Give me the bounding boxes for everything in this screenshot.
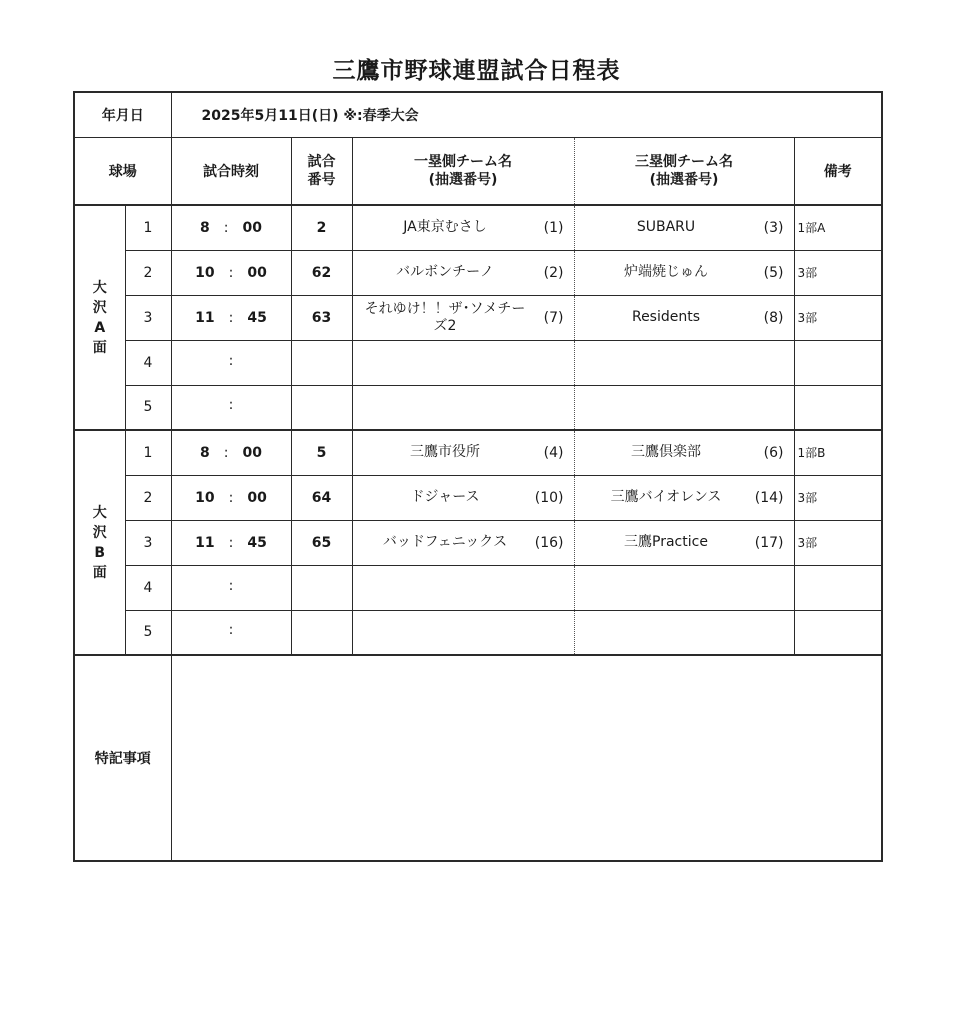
note-cell: 3部 [794,295,882,340]
header-third-base [574,137,794,205]
first-base-team-name: バッドフェニックス [382,534,508,550]
time-colon: : [223,219,229,236]
schedule-table [73,91,883,862]
header-match-no-line2: 番号 [307,171,336,188]
third-base-lot-number: (5) [763,264,784,281]
header-third-base-line2: (抽選番号) [649,171,719,188]
match-number: 62 [291,250,352,295]
table-row [74,250,882,295]
date-value: 2025年5月11日(日) ※:春季大会 [171,92,882,137]
third-base-team-name: 三鷹倶楽部 [631,444,701,461]
time-colon: : [223,444,229,461]
first-base-team [352,565,574,610]
first-base-team [352,205,574,250]
time-colon: : [228,309,234,326]
third-base-team [574,385,794,430]
time-minute: 00 [242,444,262,461]
row-number: 2 [125,250,171,295]
row-number: 4 [125,340,171,385]
time-hour: 11 [195,309,215,326]
time-colon: : [228,489,234,506]
field-name-char: 沢 [92,299,107,316]
table-row [74,475,882,520]
third-base-team [574,610,794,655]
note-cell [794,565,882,610]
third-base-team-name: 三鷹Practice [624,534,708,550]
table-row [74,610,882,655]
match-number [291,565,352,610]
table-row [74,340,882,385]
time-colon: : [228,264,234,281]
note-cell: 1部B [794,430,882,475]
row-number: 3 [125,520,171,565]
first-base-team [352,475,574,520]
match-time [171,565,291,610]
third-base-team-name: 三鷹バイオレンス [610,489,722,505]
first-base-team [352,610,574,655]
first-base-lot-number: (2) [543,264,564,281]
first-base-team-name: JA東京むさし [403,219,487,236]
table-row [74,295,882,340]
time-minute: 00 [242,219,262,236]
note-cell [794,340,882,385]
match-number: 65 [291,520,352,565]
first-base-team-name: ドジャース [410,489,480,505]
match-number: 64 [291,475,352,520]
third-base-lot-number: (14) [754,489,784,506]
date-label: 年月日 [74,92,171,137]
header-first-base-line2: (抽選番号) [428,171,498,188]
first-base-team [352,430,574,475]
third-base-team-name: Residents [631,309,701,325]
first-base-lot-number: (10) [534,489,564,506]
row-number: 2 [125,475,171,520]
special-notes-label: 特記事項 [74,655,171,861]
time-minute: 45 [247,309,267,326]
header-first-base [352,137,574,205]
row-number: 5 [125,385,171,430]
match-time [171,205,291,250]
field-name-char: 沢 [92,524,107,541]
row-number: 3 [125,295,171,340]
third-base-lot-number: (3) [763,219,784,236]
first-base-lot-number: (16) [534,534,564,551]
time-hour: 10 [195,489,215,506]
note-cell [794,385,882,430]
field-name-char: B [94,544,106,561]
date-row [74,92,882,137]
match-number [291,610,352,655]
time-minute: 45 [247,534,267,551]
time-hour: 11 [195,534,215,551]
first-base-team [352,250,574,295]
first-base-team [352,520,574,565]
first-base-lot-number: (7) [543,309,564,326]
third-base-lot-number: (8) [763,309,784,326]
header-note: 備考 [794,137,882,205]
field-name-char: 大 [92,504,107,521]
match-time [171,340,291,385]
third-base-team-name: SUBARU [636,219,696,236]
match-number [291,385,352,430]
header-row [74,137,882,205]
field-name-char: A [94,319,106,336]
match-time [171,520,291,565]
first-base-team-name: それゆけ！！ザ･ソメチーズ2 [364,300,526,334]
third-base-team [574,295,794,340]
time-minute: 00 [247,264,267,281]
match-time [171,610,291,655]
field-name [74,430,125,655]
header-match-no [291,137,352,205]
time-colon: : [228,534,234,551]
note-cell: 3部 [794,250,882,295]
third-base-team-name: 炉端焼じゅん [624,264,708,280]
match-time [171,430,291,475]
special-notes-content [171,655,882,861]
special-notes-row [74,655,882,861]
third-base-team [574,205,794,250]
third-base-team [574,340,794,385]
header-time: 試合時刻 [171,137,291,205]
time-hour: 10 [195,264,215,281]
note-cell [794,610,882,655]
field-name-char: 面 [92,564,107,581]
time-colon: : [228,622,234,639]
first-base-team [352,340,574,385]
table-row [74,565,882,610]
header-first-base-line1: 一塁側チーム名 [414,153,512,170]
field-name-char: 面 [92,339,107,356]
first-base-team [352,385,574,430]
third-base-team [574,520,794,565]
match-number: 63 [291,295,352,340]
page-title: 三鷹市野球連盟試合日程表 [332,58,621,84]
field-name-char: 大 [92,279,107,296]
row-number: 1 [125,430,171,475]
note-cell: 3部 [794,475,882,520]
third-base-team [574,475,794,520]
table-row [74,520,882,565]
match-number: 2 [291,205,352,250]
row-number: 4 [125,565,171,610]
time-hour: 8 [200,444,210,461]
time-colon: : [228,352,234,369]
time-minute: 00 [247,489,267,506]
table-row [74,205,882,250]
time-colon: : [228,577,234,594]
match-time [171,475,291,520]
row-number: 1 [125,205,171,250]
field-name [74,205,125,430]
third-base-team [574,430,794,475]
note-cell: 3部 [794,520,882,565]
table-row [74,430,882,475]
header-third-base-line1: 三塁側チーム名 [635,153,733,170]
first-base-team-name: バルボンチーノ [396,264,494,280]
third-base-lot-number: (17) [754,534,784,551]
first-base-team-name: 三鷹市役所 [410,444,480,461]
note-cell: 1部A [794,205,882,250]
header-field: 球場 [74,137,171,205]
third-base-team [574,565,794,610]
match-time [171,295,291,340]
third-base-team [574,250,794,295]
match-number: 5 [291,430,352,475]
time-hour: 8 [200,219,210,236]
table-row [74,385,882,430]
first-base-lot-number: (1) [543,219,564,236]
row-number: 5 [125,610,171,655]
match-time [171,250,291,295]
first-base-lot-number: (4) [543,444,564,461]
header-match-no-line1: 試合 [307,153,336,170]
third-base-lot-number: (6) [763,444,784,461]
first-base-team [352,295,574,340]
match-number [291,340,352,385]
match-time [171,385,291,430]
time-colon: : [228,397,234,414]
